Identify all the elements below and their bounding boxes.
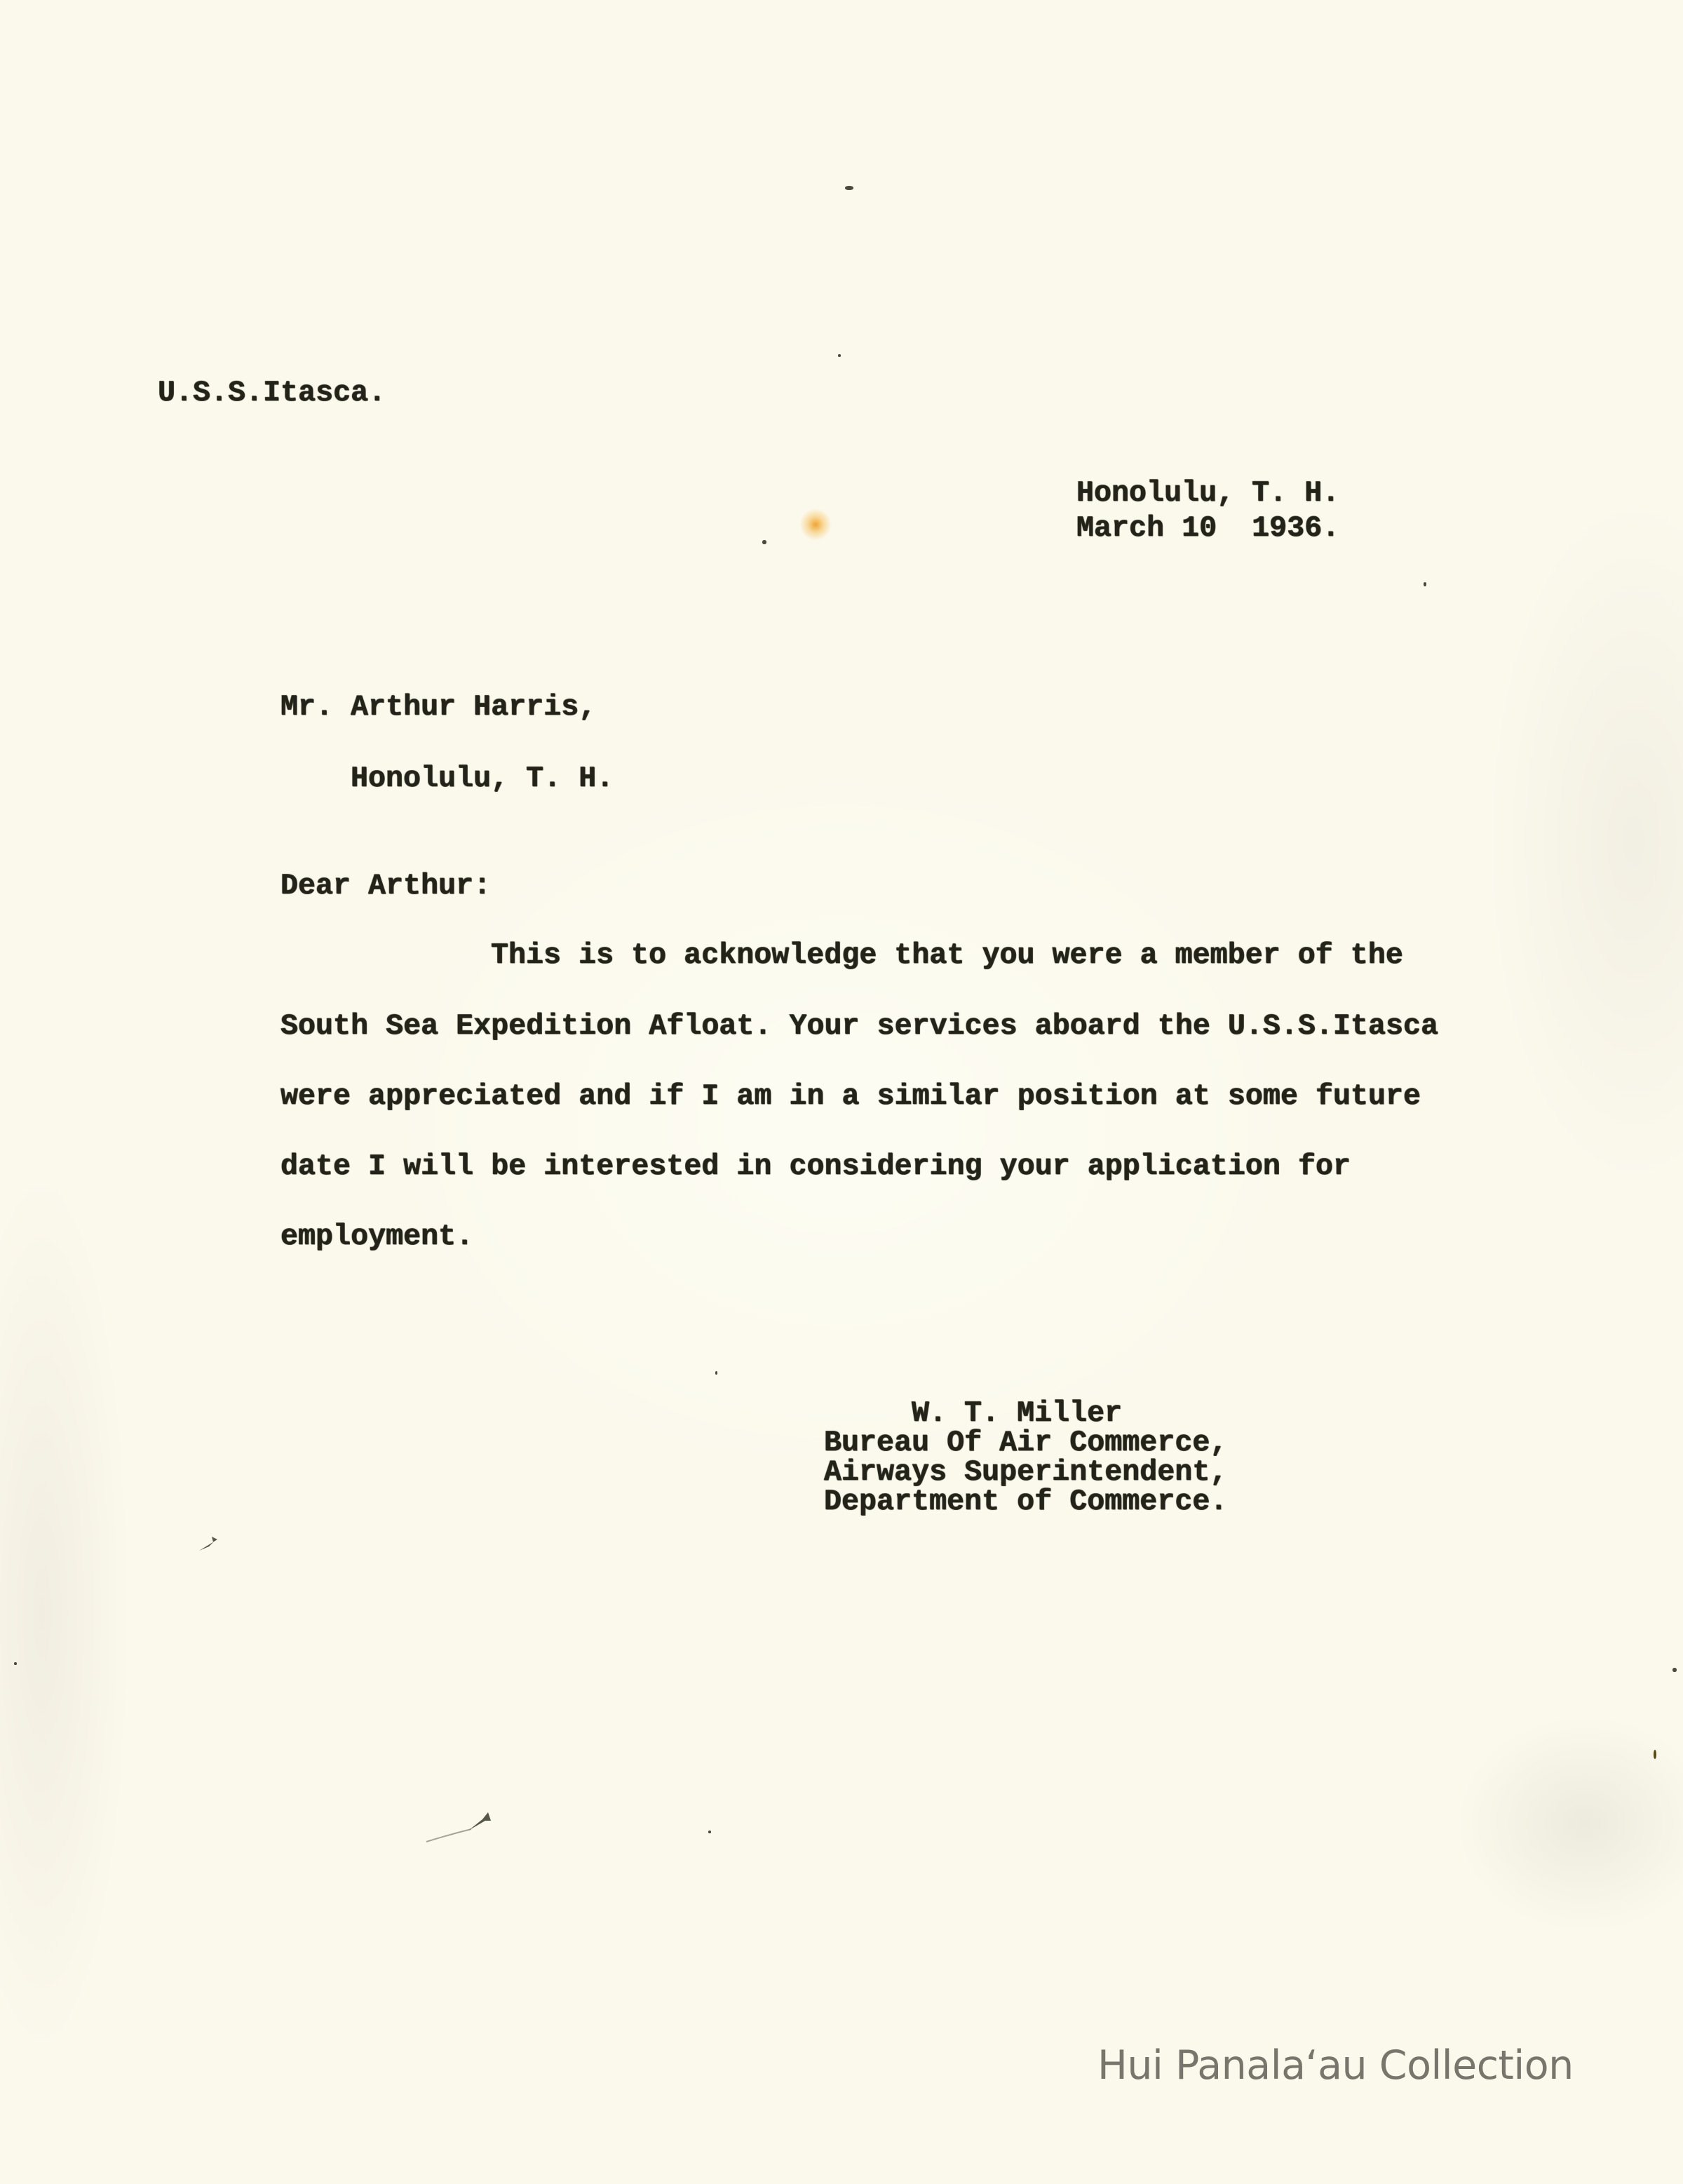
body-line: employment. [280, 1220, 474, 1253]
speck [838, 354, 841, 357]
date-line: March 10 1936. [1076, 511, 1340, 545]
speck [1654, 1750, 1656, 1759]
body-line: date I will be interested in considering your application for [280, 1150, 1351, 1183]
signature-title-line: Airways Superintendent, [824, 1455, 1228, 1489]
salutation: Dear Arthur: [280, 869, 492, 903]
place-line: Honolulu, T. H. [1076, 476, 1340, 510]
speck [1672, 1668, 1677, 1672]
signature-name: W. T. Miller [912, 1396, 1123, 1430]
recipient-name: Mr. Arthur Harris, [280, 690, 597, 724]
speck [762, 540, 766, 544]
pen-stroke-mark [196, 1532, 224, 1553]
pen-stroke-mark [421, 1802, 498, 1845]
speck [708, 1831, 711, 1833]
body-line: South Sea Expedition Afloat. Your services aboard the U.S.S.Itasca [280, 1009, 1439, 1043]
rust-stain [799, 508, 832, 541]
speck [14, 1662, 17, 1665]
signature-title-line: Department of Commerce. [824, 1485, 1228, 1518]
ship-heading: U.S.S.Itasca. [158, 376, 386, 410]
speck [715, 1371, 717, 1375]
speck [1424, 582, 1426, 586]
signature-title-line: Bureau Of Air Commerce, [824, 1426, 1228, 1460]
recipient-address: Honolulu, T. H. [351, 762, 614, 795]
collection-watermark: Hui Panala‘au Collection [1097, 2042, 1574, 2089]
body-line: were appreciated and if I am in a similar position at some future [280, 1079, 1421, 1113]
speck [845, 186, 853, 190]
body-line: This is to acknowledge that you were a member of the [491, 938, 1403, 972]
